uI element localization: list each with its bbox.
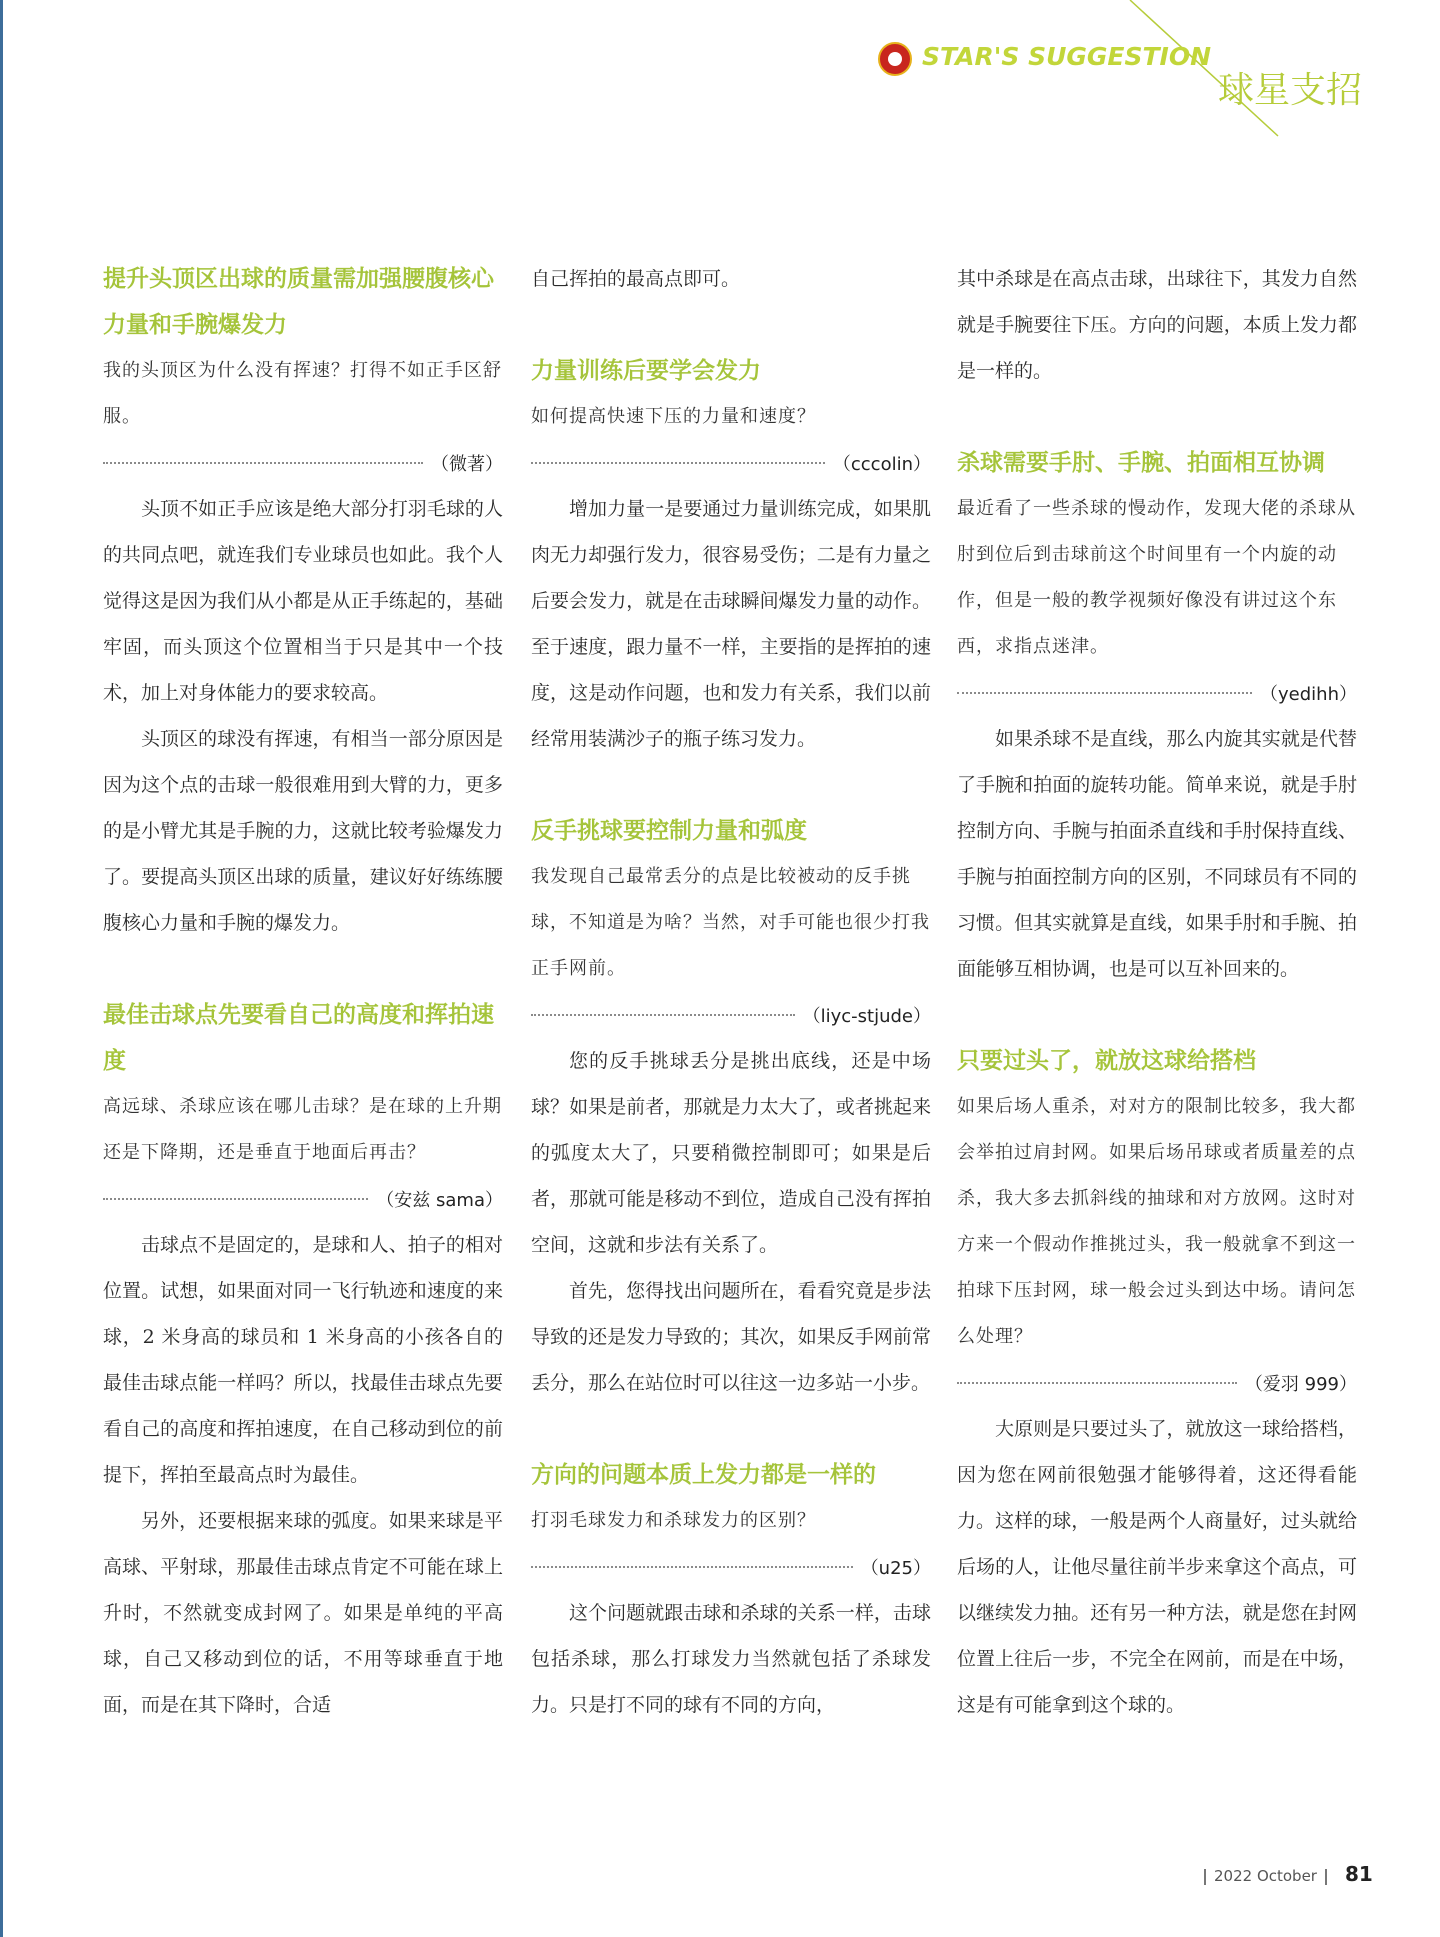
answer-paragraph: 其中杀球是在高点击球，出球往下，其发力自然就是手腕要往下压。方向的问题，本质上发力都是一样的。 bbox=[957, 268, 1357, 382]
dotted-divider bbox=[531, 1566, 853, 1568]
dotted-divider bbox=[103, 462, 423, 464]
dotted-divider bbox=[957, 692, 1252, 694]
dotted-divider bbox=[103, 1198, 368, 1200]
answer-paragraph: 如果杀球不是直线，那么内旋其实就是代替了手腕和拍面的旋转功能。简单来说，就是手肘控制方向、手腕与拍面杀直线和手肘保持直线、手腕与拍面控制方向的区别，不同球员有不同的习惯。但其实就算是直线，如果手肘和手腕、拍面能够互相协调，也是可以互补回来的。 bbox=[957, 728, 1357, 980]
asker-name: （u25） bbox=[860, 1558, 931, 1579]
asker-byline bbox=[957, 670, 1357, 716]
asker-byline bbox=[957, 1360, 1357, 1406]
answer-paragraph: 头顶不如正手应该是绝大部分打羽毛球的人的共同点吧，就连我们专业球员也如此。我个人觉得这是因为我们从小都是从正手练起的，基础牢固，而头顶这个位置相当于只是其中一个技术，加上对身体能力的要求较高。 bbox=[103, 498, 503, 704]
question-heading: 反手挑球要控制力量和弧度 bbox=[531, 817, 807, 844]
page-footer bbox=[1196, 1862, 1373, 1886]
section-spacer bbox=[531, 302, 931, 348]
column-3 bbox=[957, 256, 1357, 1728]
footer-divider bbox=[1204, 1869, 1206, 1885]
answer-paragraph: 击球点不是固定的，是球和人、拍子的相对位置。试想，如果面对同一飞行轨迹和速度的来球，2 米身高的球员和 1 米身高的小孩各自的最佳击球点能一样吗？所以，找最佳击球点先要看自己的高度和挥拍速度，在自己移动到位的前提下，挥拍至最高点时为最佳。 bbox=[103, 1234, 503, 1486]
section-spacer bbox=[957, 394, 1357, 440]
magazine-logo-icon bbox=[878, 42, 912, 76]
question-heading: 提升头顶区出球的质量需加强腰腹核心力量和手腕爆发力 bbox=[103, 265, 494, 338]
asker-byline bbox=[531, 1544, 931, 1590]
asker-byline bbox=[531, 992, 931, 1038]
asker-name: （liyc-stjude） bbox=[802, 1006, 931, 1027]
asker-byline bbox=[103, 440, 503, 486]
question-heading: 力量训练后要学会发力 bbox=[531, 357, 761, 384]
reader-question: 打羽毛球发力和杀球发力的区别？ bbox=[531, 1510, 816, 1531]
reader-question: 我的头顶区为什么没有挥速？打得不如正手区舒服。 bbox=[103, 360, 502, 427]
page-edge-stripe bbox=[0, 0, 3, 1937]
answer-paragraph: 大原则是只要过头了，就放这一球给搭档，因为您在网前很勉强才能够得着，这还得看能力。这样的球，一般是两个人商量好，过头就给后场的人，让他尽量往前半步来拿这个高点，可以继续发力抽。还有另一种方法，就是您在封网位置上往后一步，不完全在网前，而是在中场，这是有可能拿到这个球的。 bbox=[957, 1418, 1357, 1716]
answer-paragraph: 首先，您得找出问题所在，看看究竟是步法导致的还是发力导致的；其次，如果反手网前常丢分，那么在站位时可以往这一边多站一小步。 bbox=[531, 1280, 931, 1394]
answer-paragraph: 这个问题就跟击球和杀球的关系一样，击球包括杀球，那么打球发力当然就包括了杀球发力。只是打不同的球有不同的方向， bbox=[531, 1602, 931, 1716]
question-heading: 只要过头了，就放这球给搭档 bbox=[957, 1047, 1256, 1074]
answer-paragraph: 另外，还要根据来球的弧度。如果来球是平高球、平射球，那最佳击球点肯定不可能在球上升时，不然就变成封网了。如果是单纯的平高球，自己又移动到位的话，不用等球垂直于地面，而是在其下降时，合适 bbox=[103, 1510, 503, 1716]
asker-name: （爱羽 999） bbox=[1244, 1374, 1357, 1395]
reader-question: 最近看了一些杀球的慢动作，发现大佬的杀球从肘到位后到击球前这个时间里有一个内旋的动作，但是一般的教学视频好像没有讲过这个东西，求指点迷津。 bbox=[957, 498, 1356, 657]
reader-question: 如果后场人重杀，对对方的限制比较多，我大都会举拍过肩封网。如果后场吊球或者质量差的点杀，我大多去抓斜线的抽球和对方放网。这时对方来一个假动作推挑过头，我一般就拿不到这一拍球下压封网，球一般会过头到达中场。请问怎么处理？ bbox=[957, 1096, 1356, 1347]
asker-name: （微著） bbox=[431, 454, 503, 475]
dotted-divider bbox=[531, 462, 825, 464]
column-2 bbox=[531, 256, 931, 1728]
issue-date: 2022 October bbox=[1214, 1867, 1317, 1885]
asker-byline bbox=[531, 440, 931, 486]
section-spacer bbox=[103, 946, 503, 992]
answer-paragraph: 自己挥拍的最高点即可。 bbox=[531, 268, 741, 290]
asker-name: （cccolin） bbox=[832, 454, 931, 475]
section-title: 球星支招 bbox=[1218, 70, 1363, 111]
question-heading: 杀球需要手肘、手腕、拍面相互协调 bbox=[957, 449, 1325, 476]
answer-paragraph: 您的反手挑球丢分是挑出底线，还是中场球？如果是前者，那就是力太大了，或者挑起来的弧度太大了，只要稍微控制即可；如果是后者，那就可能是移动不到位，造成自己没有挥拍空间，这就和步法有关系了。 bbox=[531, 1050, 931, 1256]
footer-divider bbox=[1325, 1869, 1327, 1885]
page-number: 81 bbox=[1344, 1862, 1373, 1886]
answer-paragraph: 增加力量一是要通过力量训练完成，如果肌肉无力却强行发力，很容易受伤；二是有力量之后要会发力，就是在击球瞬间爆发力量的动作。至于速度，跟力量不一样，主要指的是挥拍的速度，这是动作问题，也和发力有关系，我们以前经常用装满沙子的瓶子练习发力。 bbox=[531, 498, 931, 750]
reader-question: 高远球、杀球应该在哪儿击球？是在球的上升期还是下降期，还是垂直于地面后再击？ bbox=[103, 1096, 502, 1163]
answer-paragraph: 头顶区的球没有挥速，有相当一部分原因是因为这个点的击球一般很难用到大臂的力，更多的是小臂尤其是手腕的力，这就比较考验爆发力了。要提高头顶区出球的质量，建议好好练练腰腹核心力量和手腕的爆发力。 bbox=[103, 728, 503, 934]
section-spacer bbox=[957, 992, 1357, 1038]
asker-name: （yedihh） bbox=[1260, 684, 1357, 705]
asker-byline bbox=[103, 1176, 503, 1222]
asker-name: （安兹 sama） bbox=[376, 1190, 503, 1211]
reader-question: 如何提高快速下压的力量和速度？ bbox=[531, 406, 816, 427]
reader-question: 我发现自己最常丢分的点是比较被动的反手挑球，不知道是为啥？当然，对手可能也很少打我正手网前。 bbox=[531, 866, 930, 979]
question-heading: 最佳击球点先要看自己的高度和挥拍速度 bbox=[103, 1001, 494, 1074]
section-spacer bbox=[531, 1406, 931, 1452]
section-spacer bbox=[531, 762, 931, 808]
dotted-divider bbox=[531, 1014, 795, 1016]
question-heading: 方向的问题本质上发力都是一样的 bbox=[531, 1461, 876, 1488]
brand-title: STAR'S SUGGESTION bbox=[922, 42, 1212, 71]
column-1 bbox=[103, 256, 503, 1728]
dotted-divider bbox=[957, 1382, 1237, 1384]
